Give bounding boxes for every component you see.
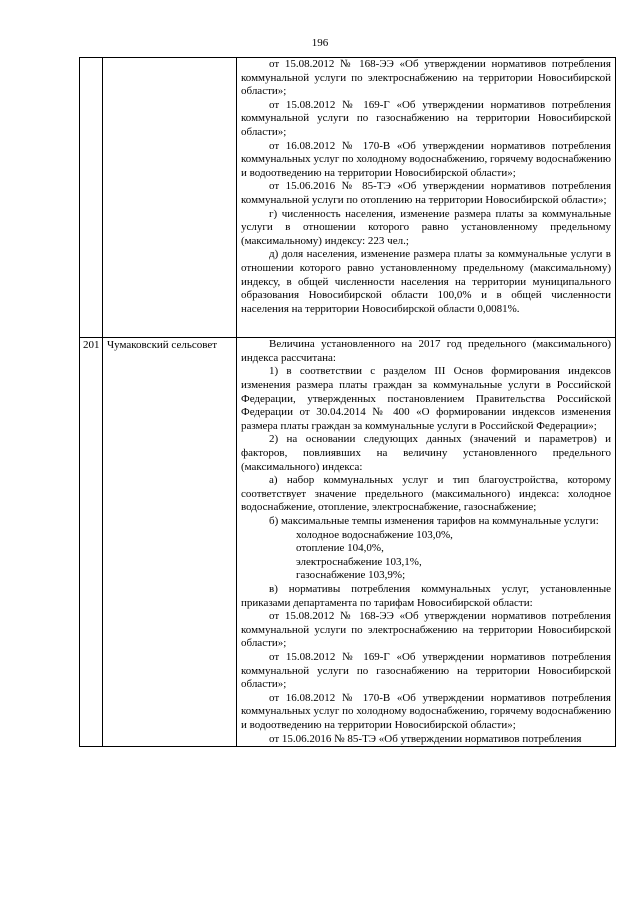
page-number: 196 bbox=[311, 37, 329, 49]
tariff-item: электроснабжение 103,1%, bbox=[296, 555, 422, 568]
paragraph: в) нормативы потребления коммунальных услуг, установленные приказами департамента по тарифам Новосибирской области: bbox=[241, 582, 611, 609]
paragraph: д) доля населения, изменение размера платы за коммунальные услуги в отношении которого равно установленному предельному (максимальному) индексу, в общей численности населения на территории муниципального образования Новосибирской области 100,0% и в общей численности населения на территории Новосибирской области 0,0081%. bbox=[241, 248, 611, 315]
description-cell bbox=[237, 338, 616, 747]
paragraph: от 15.08.2012 № 169-Г «Об утверждении нормативов потребления коммунальной услуги по газоснабжению на территории Новосибирской области»; bbox=[241, 650, 611, 691]
tariff-item: газоснабжение 103,9%; bbox=[296, 569, 406, 582]
paragraph: от 16.08.2012 № 170-В «Об утверждении нормативов потребления коммунальных услуг по холодному водоснабжению, горячему водоснабжению и водоотведению на территории Новосибирской области»; bbox=[241, 691, 611, 731]
table-row bbox=[80, 338, 616, 747]
paragraph: от 15.08.2012 № 169-Г «Об утверждении нормативов потребления коммунальной услуги по газоснабжению на территории Новосибирской области»; bbox=[241, 98, 611, 138]
tariff-item: отопление 104,0%, bbox=[296, 542, 384, 555]
tariff-item: холодное водоснабжение 103,0%, bbox=[296, 528, 453, 541]
paragraph: 2) на основании следующих данных (значений и параметров) и факторов, повлиявших на величину установленного предельного (максимального) индекса: bbox=[241, 433, 611, 473]
paragraph: от 15.08.2012 № 168-ЭЭ «Об утверждении нормативов потребления коммунальной услуги по электроснабжению на территории Новосибирской области»; bbox=[241, 58, 611, 98]
paragraph: а) набор коммунальных услуг и тип благоустройства, которому соответствует значение предельного (максимального) индекса: холодное водоснабжение, отопление, электроснабжение, газоснабжение; bbox=[241, 474, 611, 514]
paragraph: от 15.06.2016 № 85-ТЭ «Об утверждении нормативов потребления bbox=[269, 732, 582, 745]
municipality-cell bbox=[103, 58, 237, 338]
row-number-cell: 201 bbox=[80, 338, 103, 747]
paragraph: б) максимальные темпы изменения тарифов на коммунальные услуги: bbox=[269, 515, 599, 527]
paragraph: г) численность населения, изменение размера платы за коммунальные услуги в отношении которого равно установленному предельному (максимальному) индексу: 223 чел.; bbox=[241, 207, 611, 247]
row-number-cell bbox=[80, 58, 103, 338]
description-cell bbox=[237, 58, 616, 338]
document-table bbox=[79, 57, 616, 747]
paragraph: 1) в соответствии с разделом III Основ формирования индексов изменения размера платы граждан за коммунальные услуги в Российской Федерации, утвержденных постановлением Правительства Российской Федерации от 30.04.2014 № 400 «О формировании индексов изменения размера платы граждан за коммунальные услуги в Российской Федерации»; bbox=[241, 365, 611, 432]
municipality-cell: Чумаковский сельсовет bbox=[103, 338, 237, 747]
paragraph: от 15.06.2016 № 85-ТЭ «Об утверждении нормативов потребления коммунальной услуги по отоплению на территории Новосибирской области»; bbox=[241, 180, 611, 206]
table-row bbox=[80, 58, 616, 338]
paragraph: Величина установленного на 2017 год предельного (максимального) индекса рассчитана: bbox=[241, 338, 611, 364]
spacer bbox=[241, 316, 611, 337]
paragraph: от 16.08.2012 № 170-В «Об утверждении нормативов потребления коммунальных услуг по холодному водоснабжению, горячему водоснабжению и водоотведению на территории Новосибирской области»; bbox=[241, 139, 611, 179]
paragraph: от 15.08.2012 № 168-ЭЭ «Об утверждении нормативов потребления коммунальной услуги по электроснабжению на территории Новосибирской области»; bbox=[241, 610, 611, 650]
